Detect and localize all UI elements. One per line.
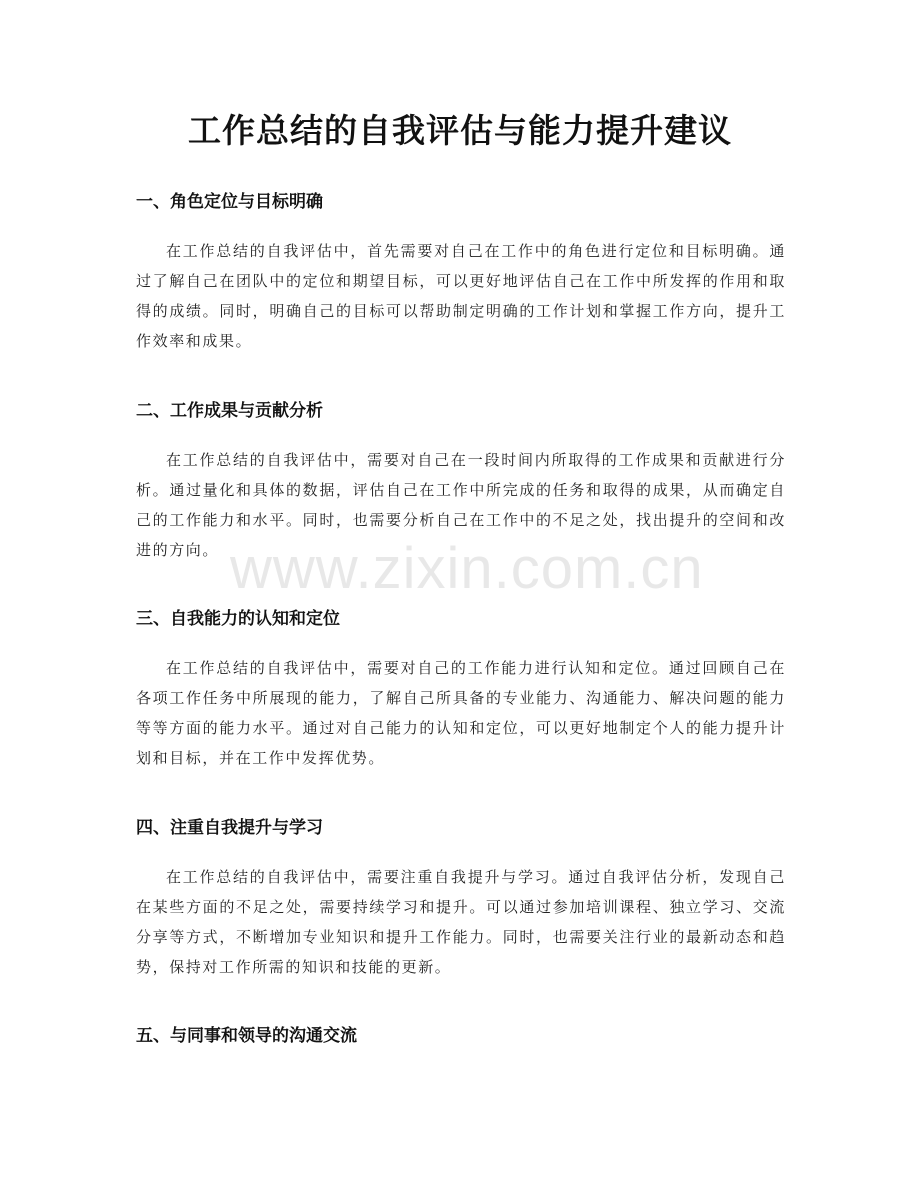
section-3 (136, 607, 786, 773)
section-heading: 三、自我能力的认知和定位 (136, 609, 340, 629)
section-2 (136, 399, 786, 565)
section-paragraph: 在工作总结的自我评估中，需要注重自我提升与学习。通过自我评估分析，发现自己在某些方面的不足之处，需要持续学习和提升。可以通过参加培训课程、独立学习、交流分享等方式，不断增加专业知识和提升工作能力。同时，也需要关注行业的最新动态和趋势，保持对工作所需的知识和技能的更新。 (136, 868, 786, 976)
section-paragraph: 在工作总结的自我评估中，需要对自己的工作能力进行认知和定位。通过回顾自己在各项工作任务中所展现的能力，了解自己所具备的专业能力、沟通能力、解决问题的能力等等方面的能力水平。通过对自己能力的认知和定位，可以更好地制定个人的能力提升计划和目标，并在工作中发挥优势。 (136, 659, 786, 767)
section-paragraph: 在工作总结的自我评估中，需要对自己在一段时间内所取得的工作成果和贡献进行分析。通过量化和具体的数据，评估自己在工作中所完成的任务和取得的成果，从而确定自己的工作能力和水平。同时，也需要分析自己在工作中的不足之处，找出提升的空间和改进的方向。 (136, 451, 786, 559)
section-paragraph: 在工作总结的自我评估中，首先需要对自己在工作中的角色进行定位和目标明确。通过了解自己在团队中的定位和期望目标，可以更好地评估自己在工作中所发挥的作用和取得的成绩。同时，明确自己的目标可以帮助制定明确的工作计划和掌握工作方向，提升工作效率和成果。 (136, 242, 786, 350)
section-heading: 一、角色定位与目标明确 (136, 192, 323, 212)
section-heading: 四、注重自我提升与学习 (136, 818, 323, 838)
section-heading: 二、工作成果与贡献分析 (136, 401, 323, 421)
section-5 (136, 1024, 786, 1048)
section-1 (136, 190, 786, 356)
section-4 (136, 816, 786, 982)
watermark: www.zixin.com.cn (230, 536, 704, 601)
document-title: 工作总结的自我评估与能力提升建议 (188, 111, 732, 150)
section-heading: 五、与同事和领导的沟通交流 (136, 1026, 357, 1046)
